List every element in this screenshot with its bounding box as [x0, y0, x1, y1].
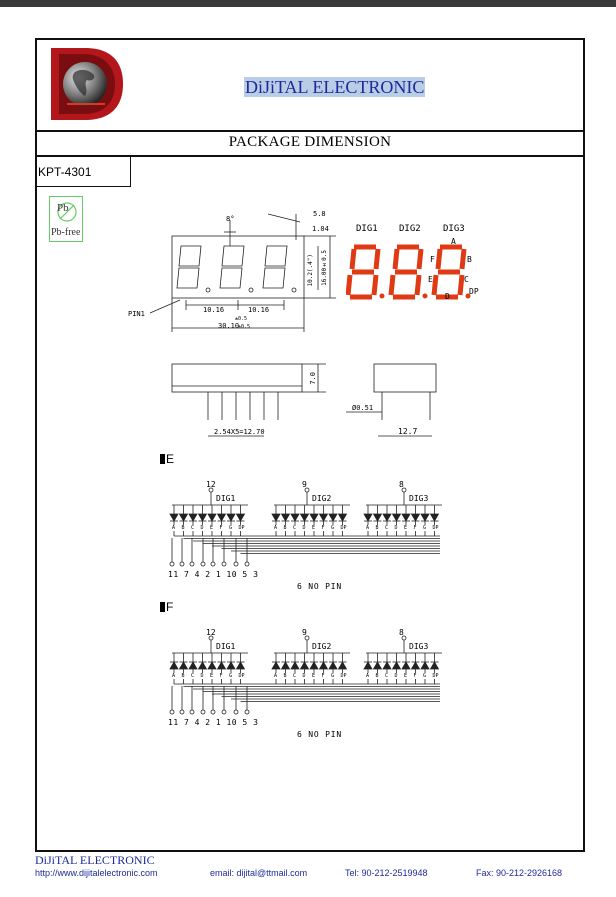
pin-numbers-0: 11 7 4 2 1 10 5 3	[168, 570, 259, 579]
segment-label-0-0-4: E	[210, 525, 214, 531]
seg-label-b: B	[467, 255, 472, 264]
com-pin-1-2: 8	[399, 628, 404, 637]
footer-fax: Fax: 90-212-2926168	[476, 868, 563, 878]
segment-label-0-0-2: C	[191, 525, 195, 531]
dig1-label: DIG1	[356, 224, 378, 234]
circuit-digit-label-1-1: DIG2	[312, 642, 332, 651]
height-label: 7.0	[309, 372, 317, 385]
segment-label-1-2-3: D	[394, 673, 398, 679]
segment-label-1-1-2: C	[293, 673, 297, 679]
segment-label-0-0-6: G	[229, 525, 233, 531]
page-title: PACKAGE DIMENSION	[228, 134, 392, 150]
segment-label-0-1-0: A	[274, 525, 278, 531]
depth-label: 12.7	[398, 427, 418, 436]
pb-free-label: Pb-free	[51, 227, 81, 238]
footer-email[interactable]: email: dijital@ttmail.com	[210, 868, 308, 878]
segment-label-0-2-3: D	[394, 525, 398, 531]
pin-spacing-label: 2.54X5=12.70	[214, 428, 265, 436]
pitch-tol: ±0.5	[235, 316, 248, 322]
segment-label-0-0-5: F	[219, 525, 223, 531]
segment-label-0-0-7: DP	[238, 525, 245, 531]
company-name: DiJiTAL ELECTRONIC	[245, 77, 425, 97]
com-pin-0-2: 8	[399, 480, 404, 489]
seg-label-c: C	[464, 275, 469, 284]
footer-website[interactable]: http://www.dijitalelectronic.com	[35, 868, 158, 878]
dim-5-8: 5.8	[313, 210, 326, 218]
footer-tel: Tel: 90-212-2519948	[345, 868, 428, 878]
segment-label-1-2-2: C	[385, 673, 389, 679]
segment-label-1-2-6: G	[423, 673, 427, 679]
segment-label-0-1-4: E	[312, 525, 316, 531]
pb-mark: Pb	[57, 202, 69, 214]
segment-label-1-1-3: D	[302, 673, 306, 679]
width-label: 30.10	[218, 322, 240, 330]
dig2-label: DIG2	[399, 224, 421, 234]
segment-label-1-2-0: A	[366, 673, 370, 679]
no-pin-note-0: 6 NO PIN	[297, 582, 342, 591]
seg-label-e: E	[428, 275, 433, 284]
segment-label-1-1-1: B	[283, 673, 287, 679]
dig3-label: DIG3	[443, 224, 465, 234]
width-tol: ±0.5	[238, 324, 251, 330]
circuit-digit-label-1-0: DIG1	[216, 642, 236, 651]
com-pin-1-1: 9	[302, 628, 307, 637]
segment-label-1-1-4: E	[312, 673, 316, 679]
segment-label-0-1-1: B	[283, 525, 287, 531]
segment-label-1-2-5: F	[413, 673, 417, 679]
segment-label-0-1-5: F	[321, 525, 325, 531]
segment-label-1-2-4: E	[404, 673, 408, 679]
pitch-a: 10.16	[203, 306, 225, 314]
segment-label-1-0-0: A	[172, 673, 176, 679]
segment-label-1-0-4: E	[210, 673, 214, 679]
segment-label-0-0-0: A	[172, 525, 176, 531]
com-pin-1-0: 12	[206, 628, 216, 637]
circuit-digit-label-1-2: DIG3	[409, 642, 429, 651]
segment-label-0-1-2: C	[293, 525, 297, 531]
part-number: KPT-4301	[38, 165, 92, 179]
circuit-digit-label-0-0: DIG1	[216, 494, 236, 503]
segment-label-0-2-2: C	[385, 525, 389, 531]
seg-label-f: F	[430, 255, 435, 264]
segment-label-0-1-7: DP	[340, 525, 347, 531]
segment-label-0-2-4: E	[404, 525, 408, 531]
com-pin-0-1: 9	[302, 480, 307, 489]
segment-label-1-1-5: F	[321, 673, 325, 679]
segment-label-1-1-6: G	[331, 673, 335, 679]
dim-1-04: 1.04	[312, 225, 329, 233]
segment-label-1-2-7: DP	[432, 673, 439, 679]
segment-label-1-0-1: B	[181, 673, 185, 679]
segment-label-1-1-7: DP	[340, 673, 347, 679]
pin1-label: PIN1	[128, 310, 145, 318]
segment-label-1-2-1: B	[375, 673, 379, 679]
seg-label-a: A	[451, 237, 456, 246]
com-pin-0-0: 12	[206, 480, 216, 489]
segment-label-1-1-0: A	[274, 673, 278, 679]
segment-label-0-2-7: DP	[432, 525, 439, 531]
seg-label-d: D	[445, 292, 450, 301]
circuit-digit-label-0-1: DIG2	[312, 494, 332, 503]
segment-label-0-2-6: G	[423, 525, 427, 531]
segment-label-0-1-3: D	[302, 525, 306, 531]
circuit-label-1: F	[160, 600, 173, 614]
segment-label-0-2-5: F	[413, 525, 417, 531]
dim-16-00: 16.00±0.5	[321, 250, 328, 286]
segment-label-0-2-1: B	[375, 525, 379, 531]
segment-label-1-0-3: D	[200, 673, 204, 679]
seg-label-dp: DP	[469, 287, 479, 296]
circuit-label-0: E	[160, 452, 174, 466]
circuit-digit-label-0-2: DIG3	[409, 494, 429, 503]
segment-label-1-0-5: F	[219, 673, 223, 679]
segment-label-1-0-6: G	[229, 673, 233, 679]
segment-label-0-2-0: A	[366, 525, 370, 531]
footer-company: DiJiTAL ELECTRONIC	[35, 853, 155, 867]
angle-label: 8°	[226, 215, 235, 223]
pitch-b: 10.16	[248, 306, 270, 314]
dim-10-2: 10.2(.4")	[307, 254, 314, 287]
segment-label-0-1-6: G	[331, 525, 335, 531]
no-pin-note-1: 6 NO PIN	[297, 730, 342, 739]
segment-label-1-0-7: DP	[238, 673, 245, 679]
segment-label-1-0-2: C	[191, 673, 195, 679]
pin-diameter-label: Ø0.51	[352, 404, 374, 412]
segment-label-0-0-1: B	[181, 525, 185, 531]
pin-numbers-1: 11 7 4 2 1 10 5 3	[168, 718, 259, 727]
segment-label-0-0-3: D	[200, 525, 204, 531]
